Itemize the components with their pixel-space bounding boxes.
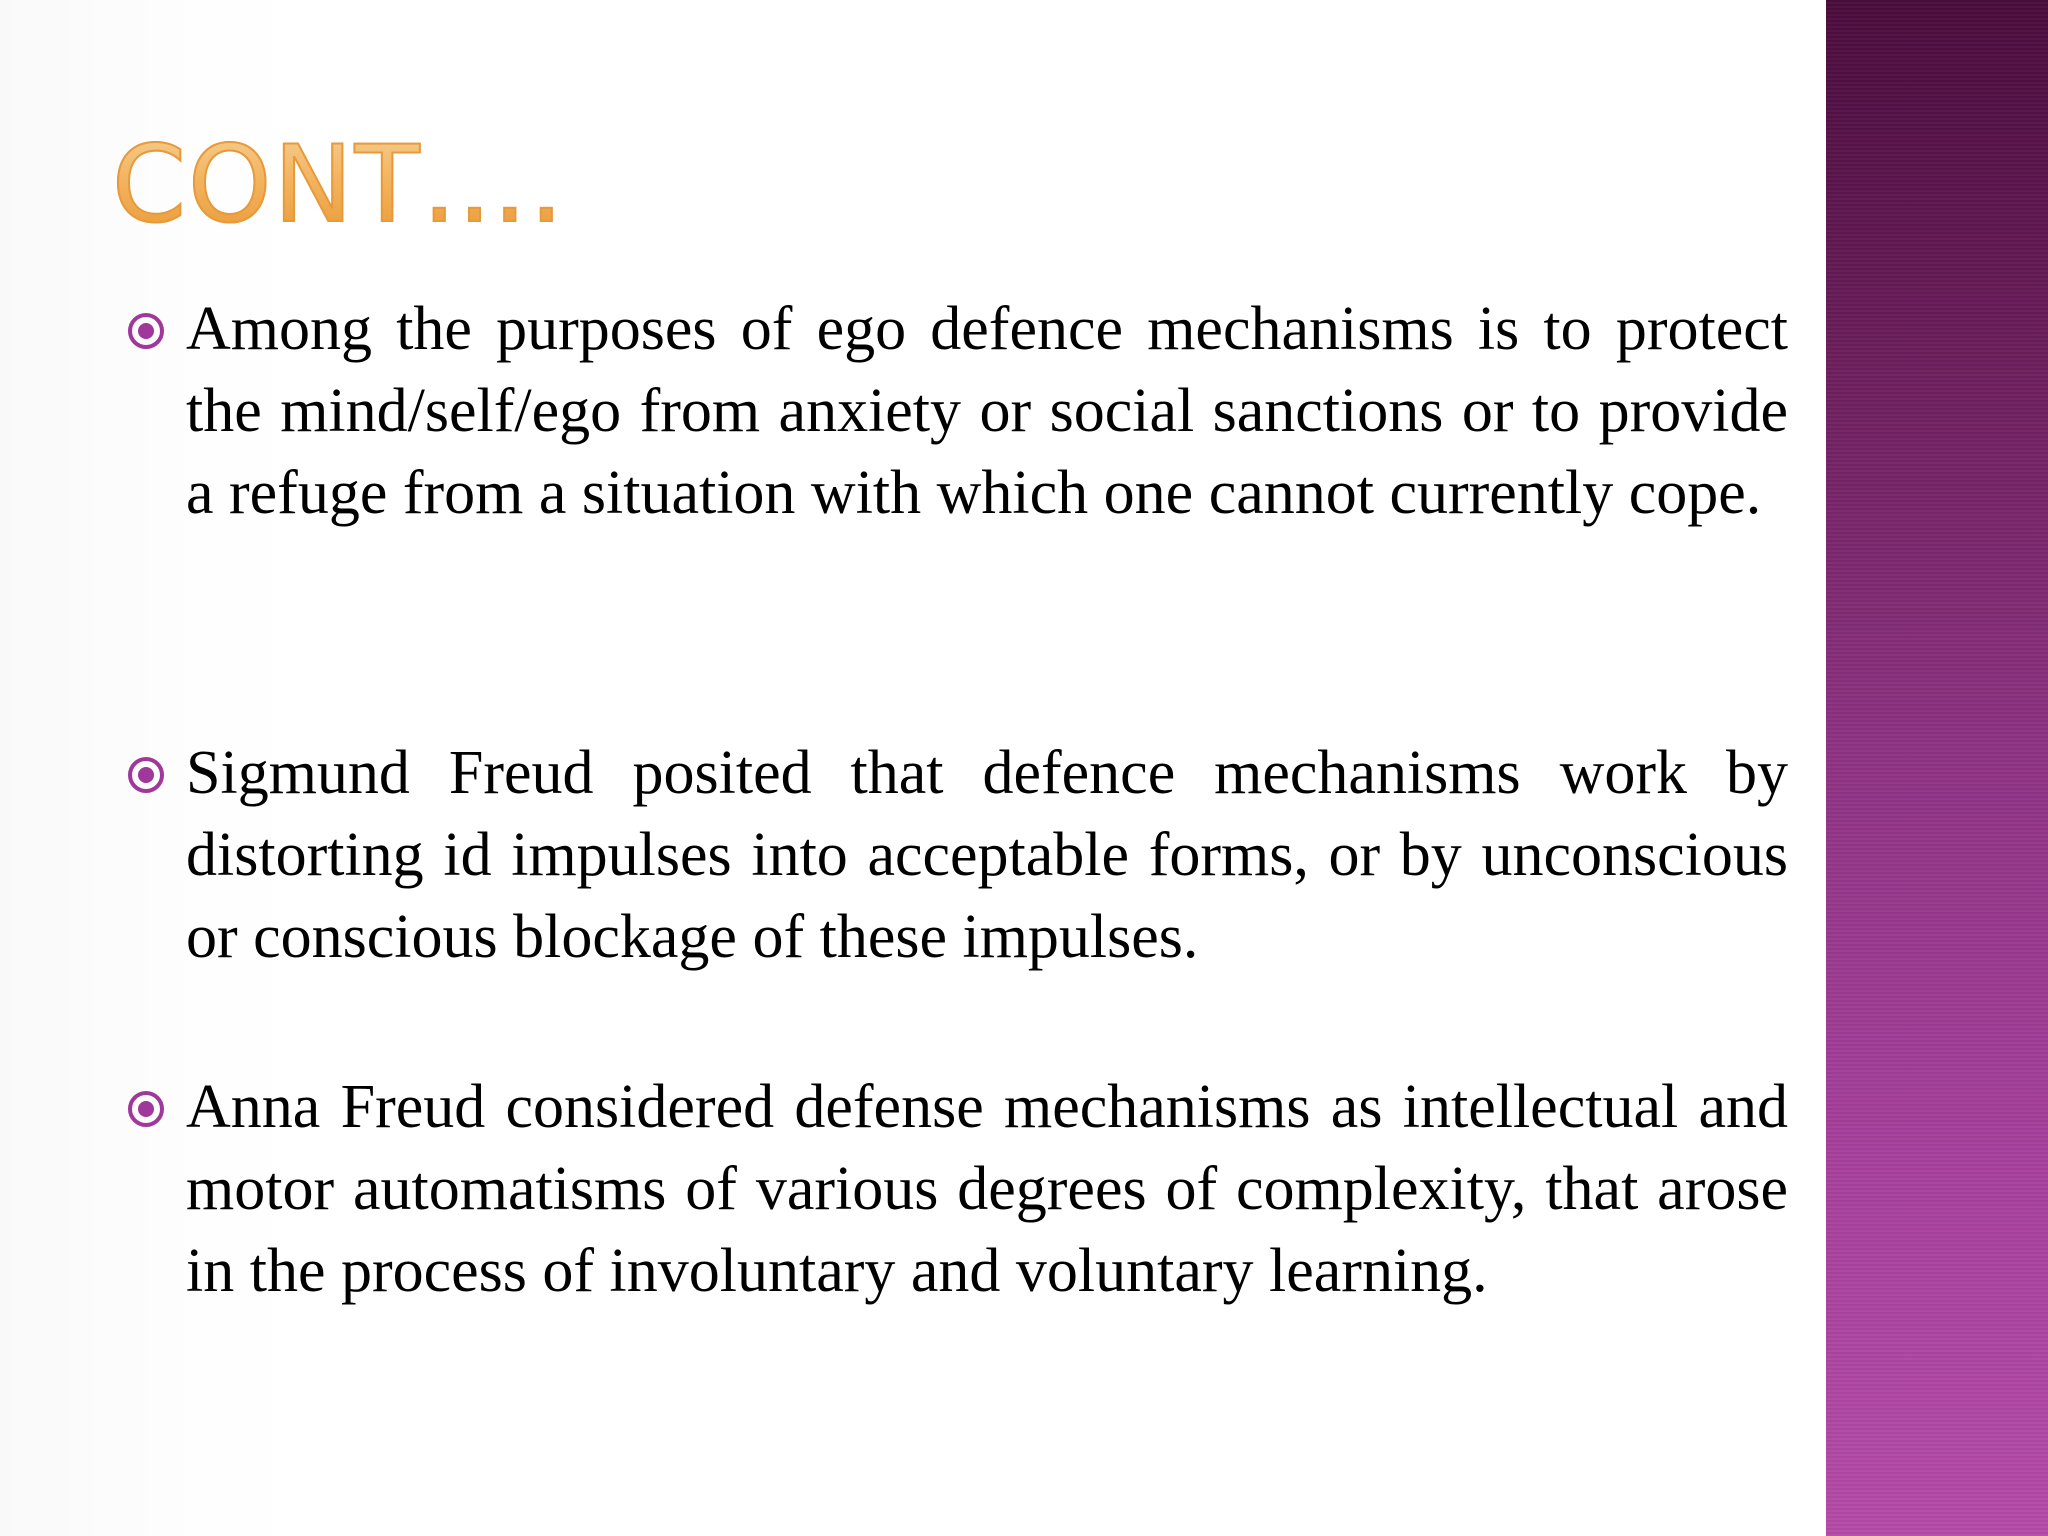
circled-dot-icon (128, 313, 164, 349)
bullet-item-sigmund-freud: Sigmund Freud posited that defence mechanisms work by distorting id impulses into acceptable forms, or by unconscious or conscious blockage of these impulses. (186, 739, 1788, 971)
bullet-item-anna-freud: Anna Freud considered defense mechanisms as intellectual and motor automatisms of various degrees of complexity, that arose in the process of involuntary and voluntary learning. (186, 1073, 1788, 1305)
circled-dot-icon (128, 1091, 164, 1127)
circled-dot-icon (128, 757, 164, 793)
slide-title: CONT…. (112, 120, 565, 250)
bullet-item-ego-defence-purposes: Among the purposes of ego defence mechanisms is to protect the mind/self/ego from anxiety or social sanctions or to provide a refuge from a situation with which one cannot currently cope. (186, 295, 1788, 527)
